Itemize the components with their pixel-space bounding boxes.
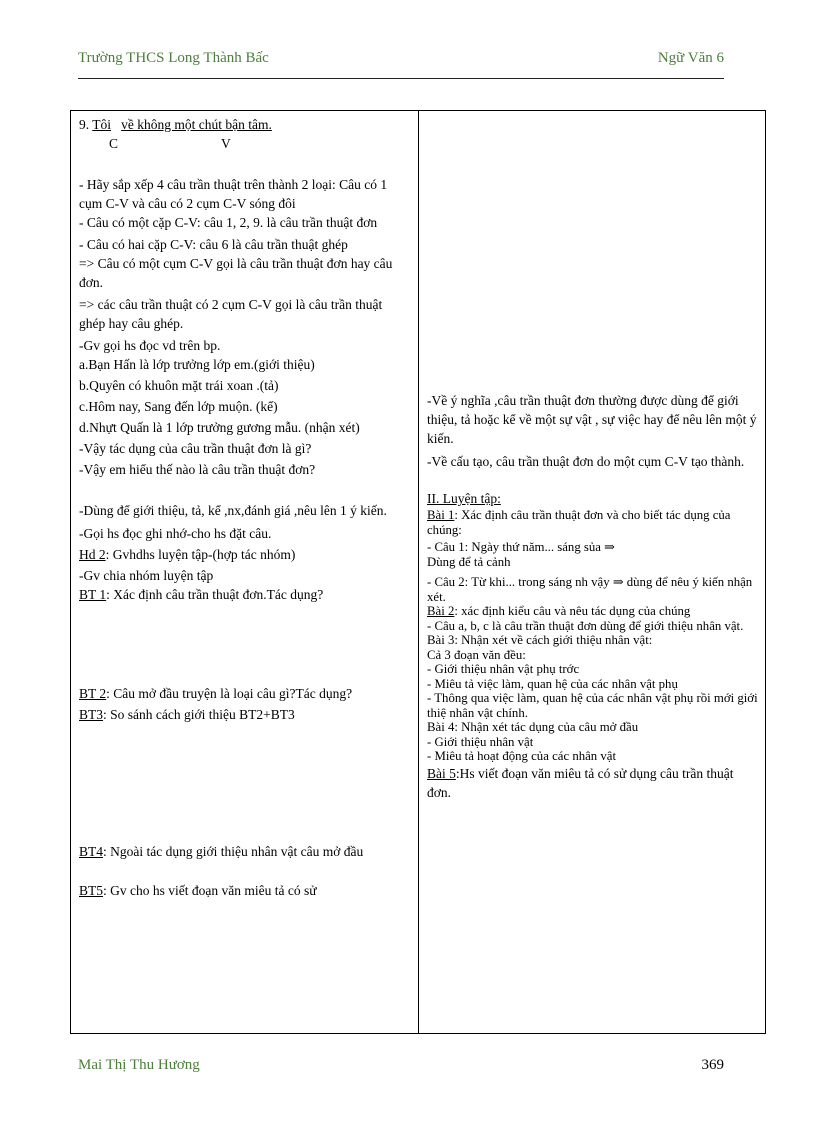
bai4-b: - Miêu tả hoạt động của các nhân vật <box>427 749 617 763</box>
bai3-b: - Miêu tả việc làm, quan hệ của các nhân vật phụ <box>427 676 678 691</box>
answer-use: -Dùng để giới thiệu, tả, kể ,nx,đánh giá ,nêu lên 1 ý kiến. <box>79 503 387 518</box>
bt1-line: BT 1: Xác định câu trần thuật đơn.Tác dụng? <box>79 587 324 602</box>
line-compound-def: => các câu trần thuật có 2 cụm C-V gọi là câu trần thuật ghép hay câu ghép. <box>79 297 383 331</box>
teacher-column <box>79 111 411 1033</box>
column-divider <box>418 111 419 1033</box>
line-read-example: -Gv gọi hs đọc vd trên bp. <box>79 338 221 353</box>
s9-subject: Tôi <box>92 117 112 132</box>
bt3-line: BT3: So sánh cách giới thiệu BT2+BT3 <box>79 707 295 722</box>
s9-predicate: về không một chút bận tâm. <box>121 117 272 132</box>
author-name: Mai Thị Thu Hương <box>78 1057 200 1073</box>
bai3-a: - Giới thiệu nhân vật phụ trớc <box>427 662 580 676</box>
s9-labels <box>79 134 411 153</box>
structure-text: -Về cấu tạo, câu trần thuật đơn do một cụm C-V tạo thành. <box>427 454 745 469</box>
line-memo: -Gọi hs đọc ghi nhớ-cho hs đặt câu. <box>79 526 272 541</box>
bai1-line: Bài 1: Xác định câu trần thuật đơn và cho biết tác dụng của chúng: <box>427 508 731 537</box>
page-header <box>78 50 724 74</box>
sentence-9: 9. Tôi về không một chút bận tâm. <box>79 117 272 132</box>
line-simple-def: => Câu có một cụm C-V gọi là câu trần thuật đơn hay câu đơn. <box>79 256 393 290</box>
cau1-line: - Câu 1: Ngày thứ năm... sáng sủa ⇒ <box>427 540 615 554</box>
bt5-line: BT5: Gv cho hs viết đoạn văn miêu tả có sử <box>79 883 317 898</box>
gv-groups: -Gv chia nhóm luyện tập <box>79 568 214 583</box>
line-arrange: - Hãy sắp xếp 4 câu trần thuật trên thành 2 loại: Câu có 1 cụm C-V và câu có 2 cụm C-V sóng đôi <box>79 177 388 211</box>
bai5-line: Bài 5:Hs viết đoạn văn miêu tả có sử dụng câu trần thuật đơn. <box>427 765 734 800</box>
bai2-line: Bài 2: xác định kiểu câu và nêu tác dụng của chúng <box>427 604 691 618</box>
bt2-line: BT 2: Câu mở đầu truyện là loại câu gì?Tác dụng? <box>79 686 353 701</box>
s9-c-label: C <box>109 136 119 151</box>
question-use: -Vậy tác dụng của câu trần thuật đơn là gì? <box>79 441 312 456</box>
example-a: a.Bạn Hấn là lớp trưởng lớp em.(giới thiệu) <box>79 357 315 372</box>
question-define: -Vậy em hiểu thế nào là câu trần thuật đơn? <box>79 462 316 477</box>
line-two-cv: - Câu có hai cặp C-V: câu 6 là câu trần thuật ghép <box>79 237 348 252</box>
bai3-line: Bài 3: Nhận xét về cách giới thiệu nhân vật: <box>427 633 653 647</box>
example-d: d.Nhựt Quấn là 1 lớp trưởng gương mẫu. (nhận xét) <box>79 420 360 435</box>
lesson-table <box>70 110 766 1034</box>
example-b: b.Quyên có khuôn mặt trái xoan .(tả) <box>79 378 279 393</box>
subject-name: Ngữ Văn 6 <box>657 50 724 66</box>
meaning-text: -Về ý nghĩa ,câu trần thuật đơn thường được dùng để giới thiệu, tả hoặc kể về một sự vật , sự việc hay để nêu lên một ý kiến. <box>427 393 757 446</box>
school-name: Trường THCS Long Thành Bấc <box>78 50 269 66</box>
bai4-a: - Giới thiệu nhân vật <box>427 734 534 749</box>
page-number: 369 <box>701 1057 724 1073</box>
header-rule <box>78 78 724 79</box>
line-one-cv: - Câu có một cặp C-V: câu 1, 2, 9. là câu trần thuật đơn <box>79 215 378 230</box>
bai4-line: Bài 4: Nhận xét tác dụng của câu mở đầu <box>427 720 639 734</box>
bt4-line: BT4: Ngoài tác dụng giới thiệu nhân vật câu mở đầu <box>79 844 364 859</box>
cau2-line: - Câu 2: Từ khi... trong sáng nh vậy ⇒ dùng để nêu ý kiến nhận xét. <box>427 575 753 604</box>
practice-body <box>427 508 759 764</box>
hd2-line: Hd 2: Gvhdhs luyện tập-(hợp tác nhóm) <box>79 547 296 562</box>
bai3-c: - Thông qua việc làm, quan hệ của các nhân vật phụ rồi mới giới thiệ nhân vật chính. <box>427 691 758 720</box>
student-column <box>427 111 759 1033</box>
cau1-use: Dùng để tả cảnh <box>427 554 511 569</box>
bai2-answer: - Câu a, b, c là câu trần thuật đơn dùng để giới thiệu nhân vật. <box>427 618 744 633</box>
bai3-intro: Cả 3 đoạn văn đều: <box>427 647 526 662</box>
s9-v-label: V <box>221 136 231 151</box>
practice-title: II. Luyện tập: <box>427 491 501 506</box>
example-c: c.Hôm nay, Sang đến lớp muộn. (kể) <box>79 399 278 414</box>
